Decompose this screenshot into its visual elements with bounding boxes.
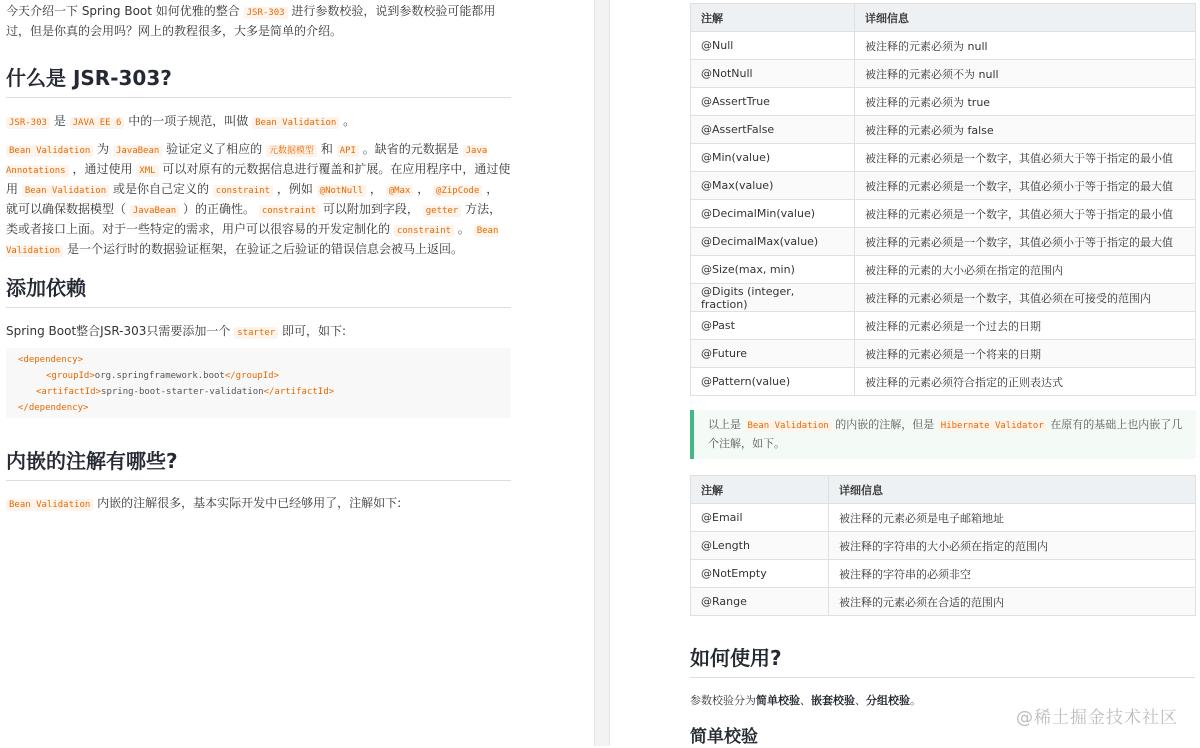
annotation-cell: @Length	[691, 532, 829, 560]
emphasis: 简单校验	[756, 694, 800, 707]
emphasis: 嵌套校验	[811, 694, 855, 707]
detail-cell: 被注释的元素必须是电子邮箱地址	[829, 504, 1196, 532]
detail-cell: 被注释的元素必须在合适的范围内	[829, 588, 1196, 616]
table-row	[691, 560, 1196, 588]
text: Spring Boot整合JSR-303只需要添加一个	[6, 324, 231, 338]
text: 为	[97, 142, 110, 156]
inline-code: JavaBean	[130, 205, 179, 217]
annotation-cell: @Max(value)	[691, 172, 855, 200]
text: ，通过使用	[72, 162, 133, 176]
page-gutter	[594, 0, 610, 746]
table-header-row	[691, 4, 1196, 32]
table-row	[691, 144, 1196, 172]
inline-code: Bean Validation	[6, 499, 93, 511]
annotation-cell: @AssertTrue	[691, 88, 855, 116]
inline-code: starter	[234, 327, 278, 339]
dependency-code-block	[6, 348, 511, 418]
table-row	[691, 256, 1196, 284]
annotation-cell: @Pattern(value)	[691, 368, 855, 396]
inline-code: XML	[136, 165, 158, 177]
detail-cell: 被注释的元素必须为 false	[855, 116, 1196, 144]
detail-cell: 被注释的元素必须符合指定的正则表达式	[855, 368, 1196, 396]
table-row	[691, 172, 1196, 200]
code-tag: <artifactId>	[36, 387, 102, 397]
table-row	[691, 284, 1196, 312]
detail-cell: 被注释的元素必须是一个数字，其值必须大于等于指定的最小值	[855, 144, 1196, 172]
intro-text: 今天介绍一下 Spring Boot 如何优雅的整合	[6, 4, 240, 18]
inline-code: 元数据模型	[266, 145, 317, 157]
table-header-detail: 详细信息	[829, 476, 1196, 504]
annotation-cell: @Size(max, min)	[691, 256, 855, 284]
text: 或是你自己定义的	[112, 182, 209, 196]
text: 。	[457, 222, 470, 236]
table-header-annotation: 注解	[691, 476, 829, 504]
inline-code: constraint	[259, 205, 319, 217]
text: 以上是	[708, 418, 741, 431]
text: ）的正确性。	[183, 202, 256, 216]
annotations-table	[690, 3, 1196, 396]
text: ，例如	[276, 182, 313, 196]
annotation-cell: @DecimalMin(value)	[691, 200, 855, 228]
text: 、	[800, 694, 811, 707]
inline-code: API	[337, 145, 359, 157]
inline-code: @ZipCode	[433, 185, 482, 197]
code-value: org.springframework.boot	[94, 371, 225, 381]
table-header-annotation: 注解	[691, 4, 855, 32]
left-column	[0, 0, 520, 746]
inline-code: getter	[423, 205, 462, 217]
site-watermark: @稀土掘金技术社区	[1016, 708, 1178, 728]
tip-block	[690, 410, 1196, 459]
detail-cell: 被注释的元素必须是一个过去的日期	[855, 312, 1196, 340]
inline-code: @NotNull	[317, 185, 366, 197]
detail-cell: 被注释的元素的大小必须在指定的范围内	[855, 256, 1196, 284]
annotation-cell: @NotEmpty	[691, 560, 829, 588]
table-row	[691, 116, 1196, 144]
text: 中的一项子规范，叫做	[128, 114, 249, 128]
heading-builtin-annotations: 内嵌的注解有哪些?	[6, 448, 511, 481]
code-tag: </dependency>	[18, 403, 89, 413]
intro-text: 进行参数校验，说到参数校验可能都用过，但是你真的会用吗？网上的教程很多，大多是简单的介绍。	[6, 4, 496, 38]
code-tag: <dependency>	[18, 355, 84, 365]
code-tag: <groupId>	[46, 371, 95, 381]
code-tag: </groupId>	[224, 371, 280, 381]
inline-code: Bean Validation	[252, 117, 339, 129]
text: 、	[855, 694, 866, 707]
annotation-cell: @AssertFalse	[691, 116, 855, 144]
table-row	[691, 88, 1196, 116]
inline-code: JSR-303	[244, 7, 288, 19]
inline-code: Bean Validation	[6, 145, 93, 157]
inline-code: Bean Validation	[745, 420, 832, 432]
code-line	[18, 352, 499, 368]
text: 是一个运行时的数据验证框架，在验证之后验证的错误信息会被马上返回。	[67, 242, 464, 256]
detail-cell: 被注释的元素必须为 null	[855, 32, 1196, 60]
table-row	[691, 588, 1196, 616]
detail-cell: 被注释的元素必须是一个数字，其值必须小于等于指定的最大值	[855, 228, 1196, 256]
detail-cell: 被注释的字符串的必须非空	[829, 560, 1196, 588]
annotation-cell: @Future	[691, 340, 855, 368]
detail-cell: 被注释的元素必须不为 null	[855, 60, 1196, 88]
code-line	[18, 400, 499, 416]
text: 。缺省的元数据是	[362, 142, 459, 156]
text: 参数校验分为	[690, 694, 756, 707]
code-tag: </artifactId>	[263, 387, 335, 397]
annotation-cell: @DecimalMax(value)	[691, 228, 855, 256]
text: 方法，类或者接口上面。对于一些特定的需求，用户可以很容易的开发定制化的	[6, 202, 502, 236]
code-value: spring-boot-starter-validation	[101, 387, 264, 397]
table-row	[691, 32, 1196, 60]
right-column	[690, 0, 1196, 746]
text: 和	[320, 142, 333, 156]
inline-code: JAVA EE 6	[70, 117, 125, 129]
emphasis: 分组校验	[866, 694, 910, 707]
detail-cell: 被注释的元素必须是一个将来的日期	[855, 340, 1196, 368]
text: 内嵌的注解很多，基本实际开发中已经够用了，注解如下:	[97, 496, 402, 510]
detail-cell: 被注释的元素必须是一个数字，其值必须大于等于指定的最小值	[855, 200, 1196, 228]
inline-code: JSR-303	[6, 117, 50, 129]
table-row	[691, 340, 1196, 368]
text: 的内嵌的注解，但是	[835, 418, 935, 431]
annotations-table-1-wrap	[690, 3, 1196, 396]
table-row	[691, 532, 1196, 560]
text: ， 就可以确保数据模型（	[6, 182, 499, 216]
text: 可以附加到字段，	[322, 202, 419, 216]
detail-cell: 被注释的字符串的大小必须在指定的范围内	[829, 532, 1196, 560]
jsr-description	[6, 140, 512, 260]
annotation-cell: @Min(value)	[691, 144, 855, 172]
text: 。	[343, 114, 356, 128]
inline-code: constraint	[213, 185, 273, 197]
builtin-intro	[6, 494, 512, 514]
annotation-cell: @NotNull	[691, 60, 855, 88]
inline-code: JavaBean	[113, 145, 162, 157]
text: 即可，如下:	[282, 324, 347, 338]
intro-paragraph	[6, 2, 512, 40]
text: 可以对原有的元数据信息进行覆盖和扩展。在应用程序中，通过使用	[6, 162, 511, 196]
code-line	[18, 384, 499, 400]
annotation-cell: @Digits (integer, fraction)	[691, 284, 855, 312]
jsr-definition	[6, 112, 512, 132]
hibernate-annotations-table	[690, 475, 1196, 616]
inline-code: Bean Validation	[6, 226, 499, 256]
dependency-intro	[6, 322, 512, 342]
detail-cell: 被注释的元素必须是一个数字，其值必须在可接受的范围内	[855, 284, 1196, 312]
table-header-row	[691, 476, 1196, 504]
annotation-cell: @Null	[691, 32, 855, 60]
text: 验证定义了相应的	[166, 142, 263, 156]
heading-add-dependency: 添加依赖	[6, 275, 511, 308]
inline-code: @Max	[386, 185, 414, 197]
table-header-detail: 详细信息	[855, 4, 1196, 32]
table-row	[691, 200, 1196, 228]
table-row	[691, 228, 1196, 256]
text: ，	[417, 182, 430, 196]
inline-code: Hibernate Validator	[938, 420, 1047, 432]
annotation-cell: @Range	[691, 588, 829, 616]
inline-code: Java Annotations	[6, 146, 488, 176]
text: 在原有的基础上也内嵌了几个注解，如下。	[708, 418, 1183, 450]
text: 。	[910, 694, 921, 707]
table-row	[691, 60, 1196, 88]
code-line	[18, 368, 499, 384]
table-row	[691, 504, 1196, 532]
table-row	[691, 312, 1196, 340]
inline-code: Bean Validation	[22, 185, 109, 197]
annotation-cell: @Past	[691, 312, 855, 340]
annotations-table-2-wrap	[690, 475, 1196, 616]
heading-what-is-jsr303: 什么是 JSR-303?	[6, 65, 511, 98]
detail-cell: 被注释的元素必须是一个数字，其值必须小于等于指定的最大值	[855, 172, 1196, 200]
detail-cell: 被注释的元素必须为 true	[855, 88, 1196, 116]
heading-how-to-use: 如何使用?	[690, 645, 1195, 678]
heading-simple-validation: 简单校验	[690, 727, 758, 747]
annotation-cell: @Email	[691, 504, 829, 532]
inline-code: constraint	[394, 225, 454, 237]
text: 是	[53, 114, 66, 128]
table-row	[691, 368, 1196, 396]
text: ，	[369, 182, 382, 196]
